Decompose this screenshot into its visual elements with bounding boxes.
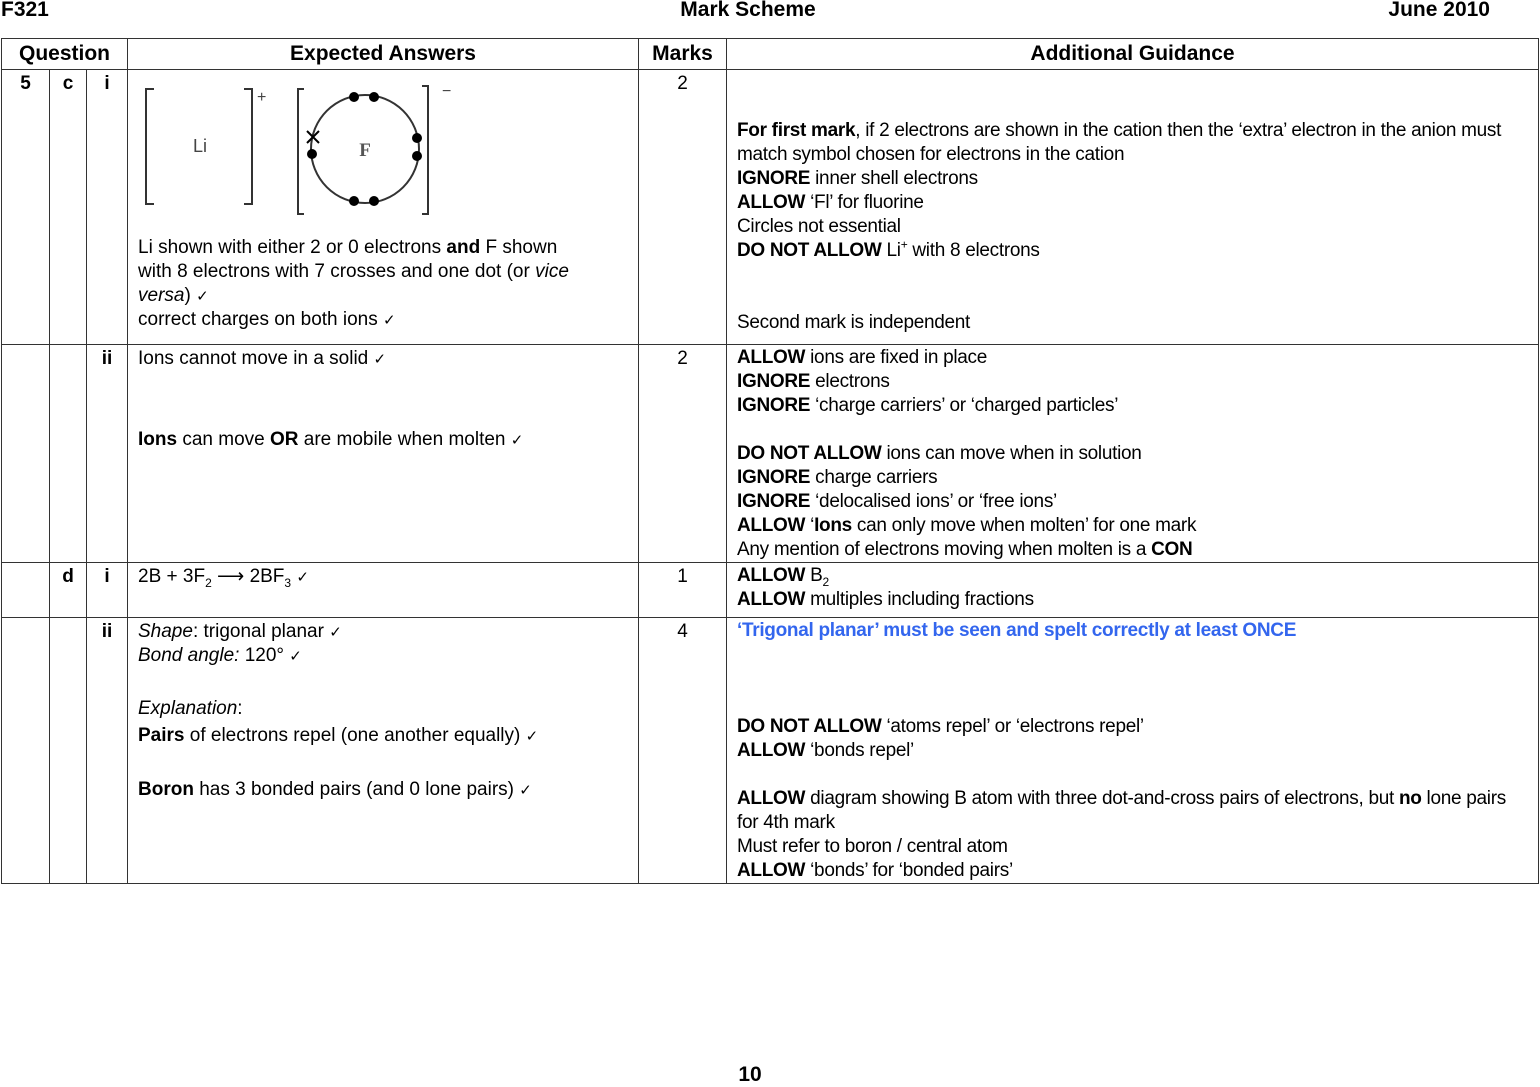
guidance-line: IGNORE electrons <box>737 371 890 392</box>
answer-line: Boron has 3 bonded pairs (and 0 lone pairs) ✓ <box>138 779 532 800</box>
check-icon: ✓ <box>519 781 532 799</box>
guidance-line: ALLOW multiples including fractions <box>737 589 1034 610</box>
exam-date: June 2010 <box>1388 0 1490 21</box>
additional-guidance <box>727 345 1539 563</box>
answer-line: Ions can move OR are mobile when molten ✓ <box>138 429 524 450</box>
question-part <box>50 618 87 884</box>
answer-line: Explanation: <box>138 698 243 719</box>
guidance-highlight: ‘Trigonal planar’ must be seen and spelt correctly at least ONCE <box>737 620 1297 641</box>
check-icon: ✓ <box>525 727 539 745</box>
guidance-line: ALLOW diagram showing B atom with three dot-and-cross pairs of electrons, but no lone pairs for 4th mark <box>737 788 1506 833</box>
svg-text:Li: Li <box>192 136 208 156</box>
answer-line: with 8 electrons with 7 crosses and one dot (or vice <box>138 261 569 282</box>
guidance-line: Second mark is independent <box>737 312 971 333</box>
guidance-line: ALLOW ‘Ions can only move when molten’ for one mark <box>737 515 1197 536</box>
question-part: d <box>50 563 87 618</box>
guidance-line: ALLOW ions are fixed in place <box>737 347 988 368</box>
question-number: 5 <box>2 70 50 345</box>
guidance-line: DO NOT ALLOW Li+ with 8 electrons <box>737 237 1040 261</box>
arrow-icon: ⟶ <box>211 566 250 587</box>
question-number <box>2 618 50 884</box>
guidance-line: ALLOW ‘bonds’ for ‘bonded pairs’ <box>737 860 1013 881</box>
guidance-line: IGNORE ‘charge carriers’ or ‘charged particles’ <box>737 395 1119 416</box>
table-row <box>2 563 1539 618</box>
dot-cross-diagram-icon <box>132 74 472 224</box>
answer-line: Bond angle: 120° ✓ <box>138 645 302 666</box>
check-icon: ✓ <box>196 287 209 305</box>
guidance-line: IGNORE ‘delocalised ions’ or ‘free ions’ <box>737 491 1057 512</box>
additional-guidance <box>727 70 1539 345</box>
expected-answer <box>128 618 639 884</box>
question-number <box>2 345 50 563</box>
expected-answer <box>128 345 639 563</box>
mark-scheme-table <box>1 38 1539 884</box>
svg-text:+: + <box>257 89 267 106</box>
guidance-line: IGNORE inner shell electrons <box>737 168 978 189</box>
guidance-line: ALLOW ‘bonds repel’ <box>737 740 914 761</box>
guidance-line: Any mention of electrons moving when molten is a CON <box>737 539 1193 560</box>
table-header-row <box>2 39 1539 70</box>
paper-code: F321 <box>1 0 49 21</box>
additional-guidance <box>727 618 1539 884</box>
svg-text:F: F <box>359 140 371 161</box>
guidance-line: DO NOT ALLOW ions can move when in solution <box>737 443 1142 464</box>
question-subpart: ii <box>87 345 128 563</box>
marks-value: 1 <box>639 563 727 618</box>
page-number: 10 <box>738 1063 762 1086</box>
table-row <box>2 345 1539 563</box>
check-icon: ✓ <box>289 647 302 665</box>
question-part: c <box>50 70 87 345</box>
expected-answer <box>128 70 639 345</box>
answer-line: Li shown with either 2 or 0 electrons and F shown <box>138 237 558 258</box>
column-header-additional-guidance: Additional Guidance <box>727 39 1539 70</box>
answer-line: Shape: trigonal planar ✓ <box>138 621 342 642</box>
check-icon: ✓ <box>329 623 342 641</box>
question-part <box>50 345 87 563</box>
marks-value: 2 <box>639 345 727 563</box>
guidance-line: Must refer to boron / central atom <box>737 836 1008 857</box>
guidance-line: For first mark, if 2 electrons are shown in the cation then the ‘extra’ electron in the anion must match symbol chosen for electrons in the cation <box>737 120 1502 165</box>
question-subpart: ii <box>87 618 128 884</box>
additional-guidance <box>727 563 1539 618</box>
answer-line: Ions cannot move in a solid ✓ <box>138 348 387 369</box>
answer-line: correct charges on both ions ✓ <box>138 309 396 330</box>
guidance-line: Circles not essential <box>737 216 901 237</box>
question-number <box>2 563 50 618</box>
answer-line: Pairs of electrons repel (one another equally) ✓ <box>138 725 539 746</box>
table-row <box>2 618 1539 884</box>
marks-value: 2 <box>639 70 727 345</box>
check-icon: ✓ <box>373 350 387 368</box>
column-header-marks: Marks <box>639 39 727 70</box>
marks-value: 4 <box>639 618 727 884</box>
guidance-line: IGNORE charge carriers <box>737 467 938 488</box>
answer-line: versa) ✓ <box>138 285 209 306</box>
column-header-expected-answers: Expected Answers <box>128 39 639 70</box>
chemical-equation: $2B + 3F_2$ ⟶ $2BF_3$ ✓ <box>138 566 309 590</box>
column-header-question: Question <box>2 39 128 70</box>
svg-text:−: − <box>442 83 452 100</box>
table-row <box>2 70 1539 345</box>
check-icon: ✓ <box>383 311 396 329</box>
guidance-line: ALLOW $B_2$ <box>737 565 829 589</box>
check-icon: ✓ <box>296 568 309 586</box>
guidance-line: DO NOT ALLOW ‘atoms repel’ or ‘electrons repel’ <box>737 716 1144 737</box>
question-subpart: i <box>87 70 128 345</box>
guidance-line: ALLOW ‘Fl’ for fluorine <box>737 192 924 213</box>
question-subpart: i <box>87 563 128 618</box>
document-title: Mark Scheme <box>680 0 816 21</box>
expected-answer <box>128 563 639 618</box>
check-icon: ✓ <box>510 431 524 449</box>
